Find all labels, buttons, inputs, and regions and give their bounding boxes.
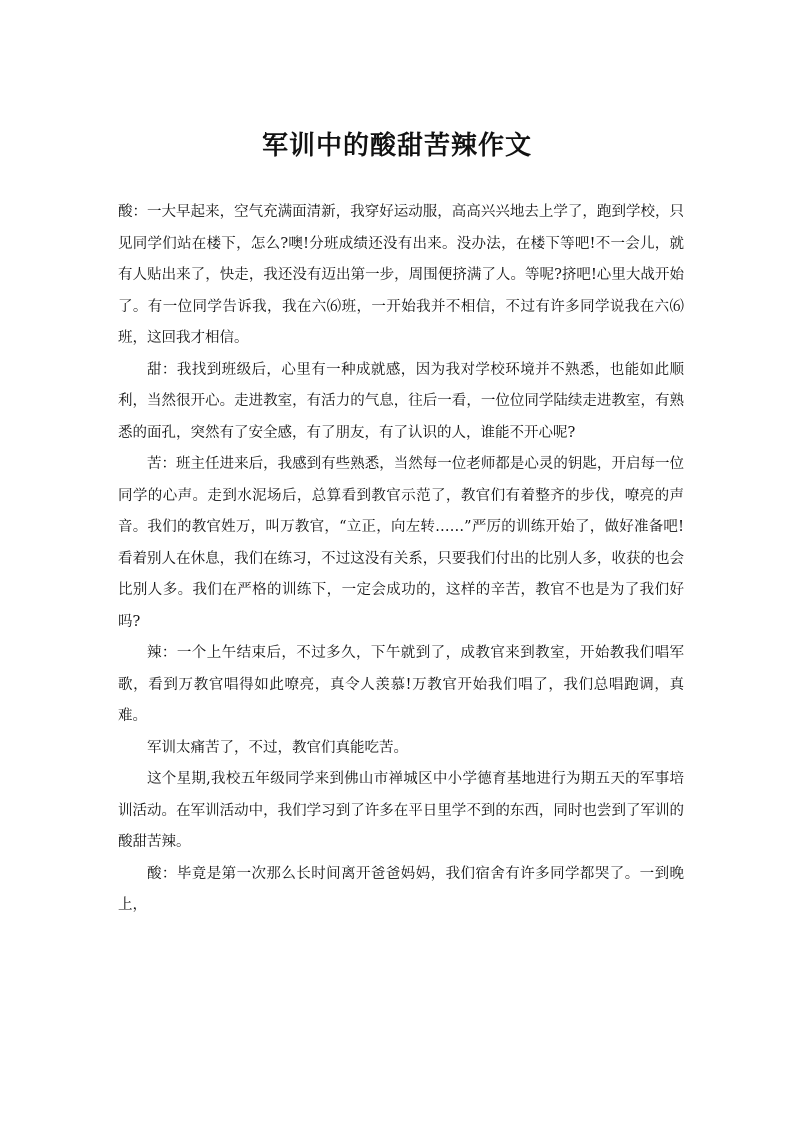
paragraph-bitter: 苦：班主任进来后，我感到有些熟悉，当然每一位老师都是心灵的钥匙，开启每一位同学的心声。走到水泥场后，总算看到教官示范了，教官们有着整齐的步伐，嘹亮的声音。我们的教官姓万，叫万教官，“立正，向左转……”严厉的训练开始了，做好准备吧!看着别人在休息，我们在练习，不过这没有关系，只要我们付出的比别人多，收获的也会比别人多。我们在严格的训练下，一定会成功的，这样的辛苦，教官不也是为了我们好吗?: [118, 456, 684, 630]
paragraph-intro-2: 这个星期,我校五年级同学来到佛山市禅城区中小学德育基地进行为期五天的军事培训活动。在军训活动中，我们学习到了许多在平日里学不到的东西，同时也尝到了军训的酸甜苦辣。: [118, 771, 684, 850]
paragraph-sour-2: 酸：毕竟是第一次那么长时间离开爸爸妈妈，我们宿舍有许多同学都哭了。一到晚上，: [118, 865, 684, 913]
paragraph-summary: 军训太痛苦了，不过，教官们真能吃苦。: [147, 739, 408, 756]
document-body: [118, 197, 684, 922]
paragraph-sweet: 甜：我找到班级后，心里有一种成就感，因为我对学校环境并不熟悉，也能如此顺利，当然很开心。走进教室，有活力的气息，往后一看，一位位同学陆续走进教室，有熟悉的面孔，突然有了安全感，有了朋友，有了认识的人，谁能不开心呢?: [118, 361, 684, 441]
paragraph-spicy: 辣：一个上午结束后，不过多久，下午就到了，成教官来到教室，开始教我们唱军歌，看到万教官唱得如此嘹亮，真令人羡慕!万教官开始我们唱了，我们总唱跑调，真难。: [118, 645, 684, 724]
paragraph-sour-1: 酸：一大早起来，空气充满面清新，我穿好运动服，高高兴兴地去上学了，跑到学校，只见同学们站在楼下，怎么?噢!分班成绩还没有出来。没办法，在楼下等吧!不一会儿，就有人贴出来了，快走，我还没有迈出第一步，周围便挤满了人。等呢?挤吧!心里大战开始了。有一位同学告诉我，我在六⑹班，一开始我并不相信，不过有许多同学说我在六⑹班，这回我才相信。: [118, 204, 684, 346]
document-title: 军训中的酸甜苦辣作文: [261, 131, 532, 161]
